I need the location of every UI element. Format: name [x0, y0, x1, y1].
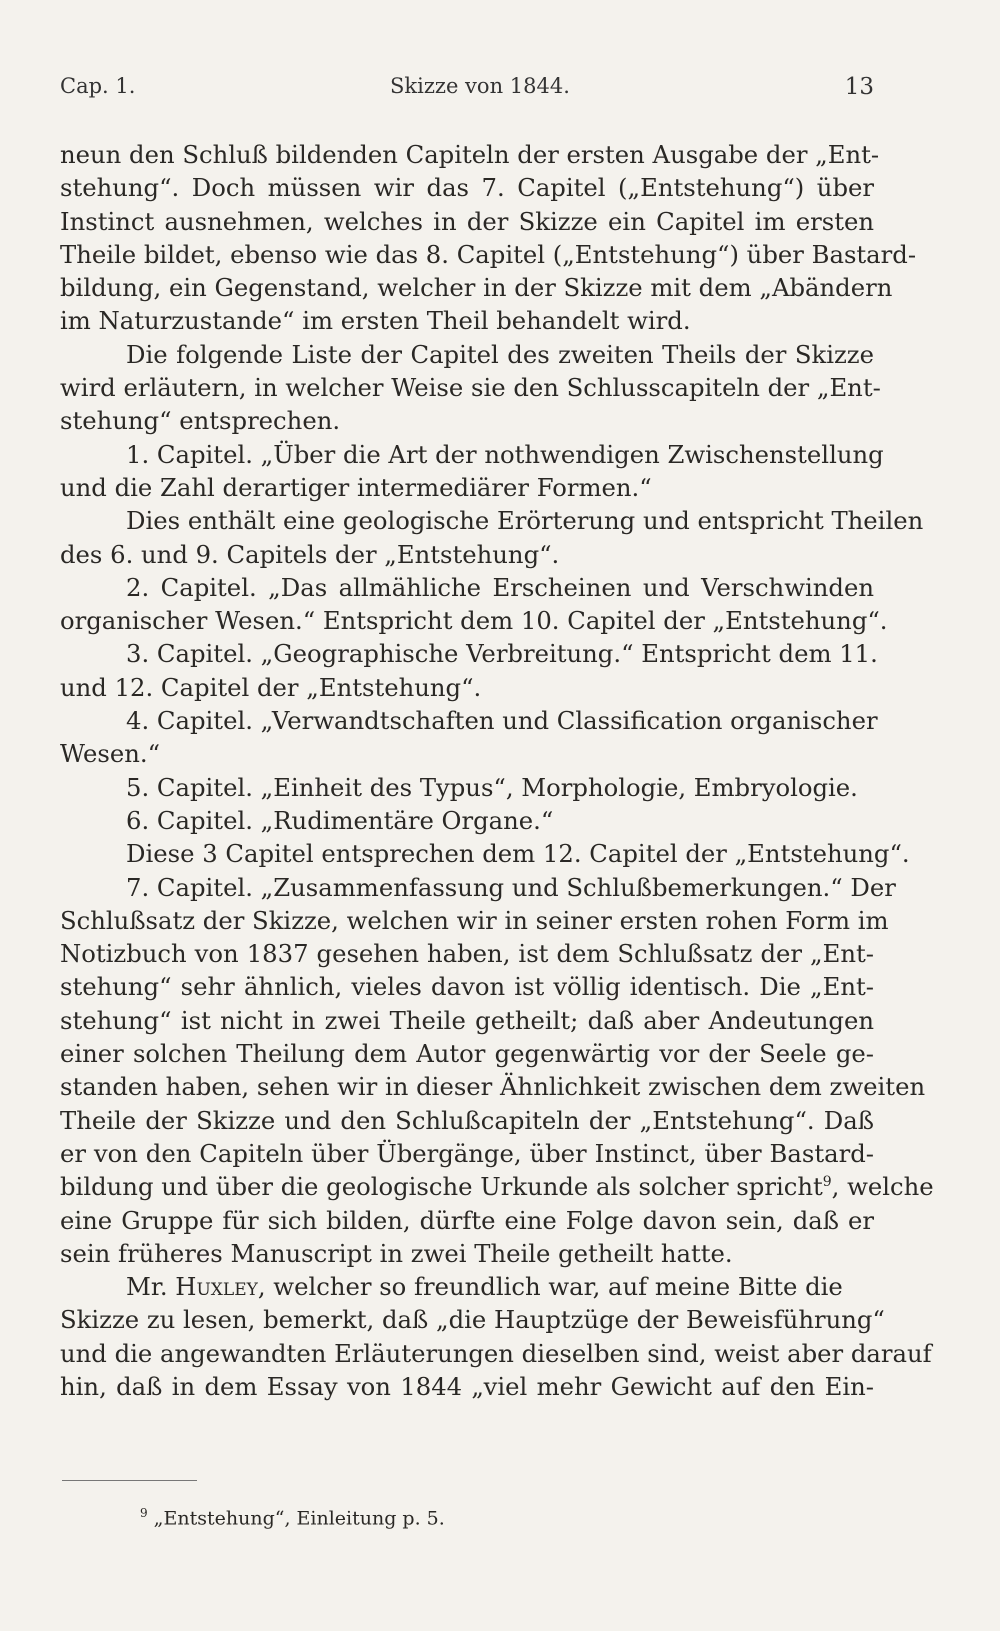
text-line-with-footnote — [60, 1170, 934, 1203]
footnote-divider — [62, 1480, 197, 1481]
author-name: Huxley — [175, 1272, 258, 1302]
text-line: bildung, ein Gegenstand, welcher in der Skizze mit dem „Abändern — [60, 273, 893, 303]
running-head — [60, 74, 874, 114]
text-line: 7. Capitel. „Zusammenfassung und Schlußbemerkungen.“ Der — [126, 872, 896, 902]
text-line: und die Zahl derartiger intermediärer Formen.“ — [60, 472, 652, 502]
text-line: standen haben, sehen wir in dieser Ähnlichkeit zwischen dem zweiten — [60, 1072, 926, 1102]
running-title: Skizze von 1844. — [390, 74, 570, 98]
text-line: im Naturzustande“ im ersten Theil behandelt wird. — [60, 306, 691, 336]
text-line: 3. Capitel. „Geographische Verbreitung.“ Entspricht dem 11. — [126, 639, 878, 669]
footnote — [140, 1500, 840, 1531]
text-line-huxley — [60, 1270, 874, 1303]
text-line: stehung“ ist nicht in zwei Theile getheilt; daß aber Andeutungen — [60, 1005, 874, 1035]
text-line: stehung“ entsprechen. — [60, 406, 341, 436]
text-line: eine Gruppe für sich bilden, dürfte eine Folge davon sein, daß er — [60, 1205, 874, 1235]
text-line: Theile bildet, ebenso wie das 8. Capitel („Entstehung“) über Bastard- — [60, 239, 917, 269]
text-line: sein früheres Manuscript in zwei Theile getheilt hatte. — [60, 1238, 733, 1268]
text-line: wird erläutern, in welcher Weise sie den Schlusscapiteln der „Ent- — [60, 373, 881, 403]
chapter-label: Cap. 1. — [60, 74, 136, 98]
text-line: Instinct ausnehmen, welches in der Skizze ein Capitel im ersten — [60, 206, 874, 236]
text-line: und 12. Capitel der „Entstehung“. — [60, 672, 482, 702]
text-fragment: bildung und über die geologische Urkunde als solcher spricht — [60, 1172, 823, 1202]
text-fragment: Mr. — [126, 1272, 168, 1302]
text-line: Skizze zu lesen, bemerkt, daß „die Hauptzüge der Beweisführung“ — [60, 1305, 885, 1335]
text-line: 4. Capitel. „Verwandtschaften und Classification organischer — [126, 706, 878, 736]
text-fragment: , welche — [831, 1172, 934, 1202]
footnote-marker-group — [823, 1170, 934, 1203]
text-line: einer solchen Theilung dem Autor gegenwärtig vor der Seele ge- — [60, 1039, 874, 1069]
text-fragment: , welcher so freundlich war, auf meine Bitte die — [257, 1272, 843, 1302]
text-line: 1. Capitel. „Über die Art der nothwendigen Zwischenstellung — [126, 439, 884, 469]
text-line: des 6. und 9. Capitels der „Entstehung“. — [60, 539, 560, 569]
text-line: er von den Capiteln über Übergänge, über Instinct, über Bastard- — [60, 1138, 874, 1168]
footnote-number: 9 — [140, 1506, 148, 1520]
text-line: Diese 3 Capitel entsprechen dem 12. Capitel der „Entstehung“. — [126, 839, 910, 869]
page-number: 13 — [844, 74, 874, 100]
text-line: Schlußsatz der Skizze, welchen wir in seiner ersten rohen Form im — [60, 905, 889, 935]
text-line: Wesen.“ — [60, 739, 161, 769]
text-line: Theile der Skizze und den Schlußcapiteln der „Entstehung“. Daß — [60, 1105, 874, 1135]
text-line: 6. Capitel. „Rudimentäre Organe.“ — [126, 805, 554, 835]
text-line: hin, daß in dem Essay von 1844 „viel mehr Gewicht auf den Ein- — [60, 1371, 874, 1401]
text-line: 5. Capitel. „Einheit des Typus“, Morphologie, Embryologie. — [126, 772, 858, 802]
body-text — [60, 138, 934, 1403]
text-line: stehung“. Doch müssen wir das 7. Capitel („Entstehung“) über — [60, 173, 874, 203]
text-line: neun den Schluß bildenden Capiteln der ersten Ausgabe der „Ent- — [60, 140, 880, 169]
text-line: stehung“ sehr ähnlich, vieles davon ist völlig identisch. Die „Ent- — [60, 972, 874, 1002]
text-line: Die folgende Liste der Capitel des zweiten Theils der Skizze — [126, 339, 874, 369]
footnote-reference[interactable]: 9 — [822, 1174, 832, 1191]
text-line: organischer Wesen.“ Entspricht dem 10. Capitel der „Entstehung“. — [60, 606, 888, 636]
footnote-text: „Entstehung“, Einleitung p. 5. — [153, 1507, 445, 1530]
text-line: 2. Capitel. „Das allmähliche Erscheinen und Verschwinden — [126, 572, 874, 602]
text-line: Dies enthält eine geologische Erörterung und entspricht Theilen — [126, 506, 924, 536]
text-line: und die angewandten Erläuterungen dieselben sind, weist aber darauf — [60, 1338, 932, 1368]
text-line: Notizbuch von 1837 gesehen haben, ist dem Schlußsatz der „Ent- — [60, 939, 874, 969]
